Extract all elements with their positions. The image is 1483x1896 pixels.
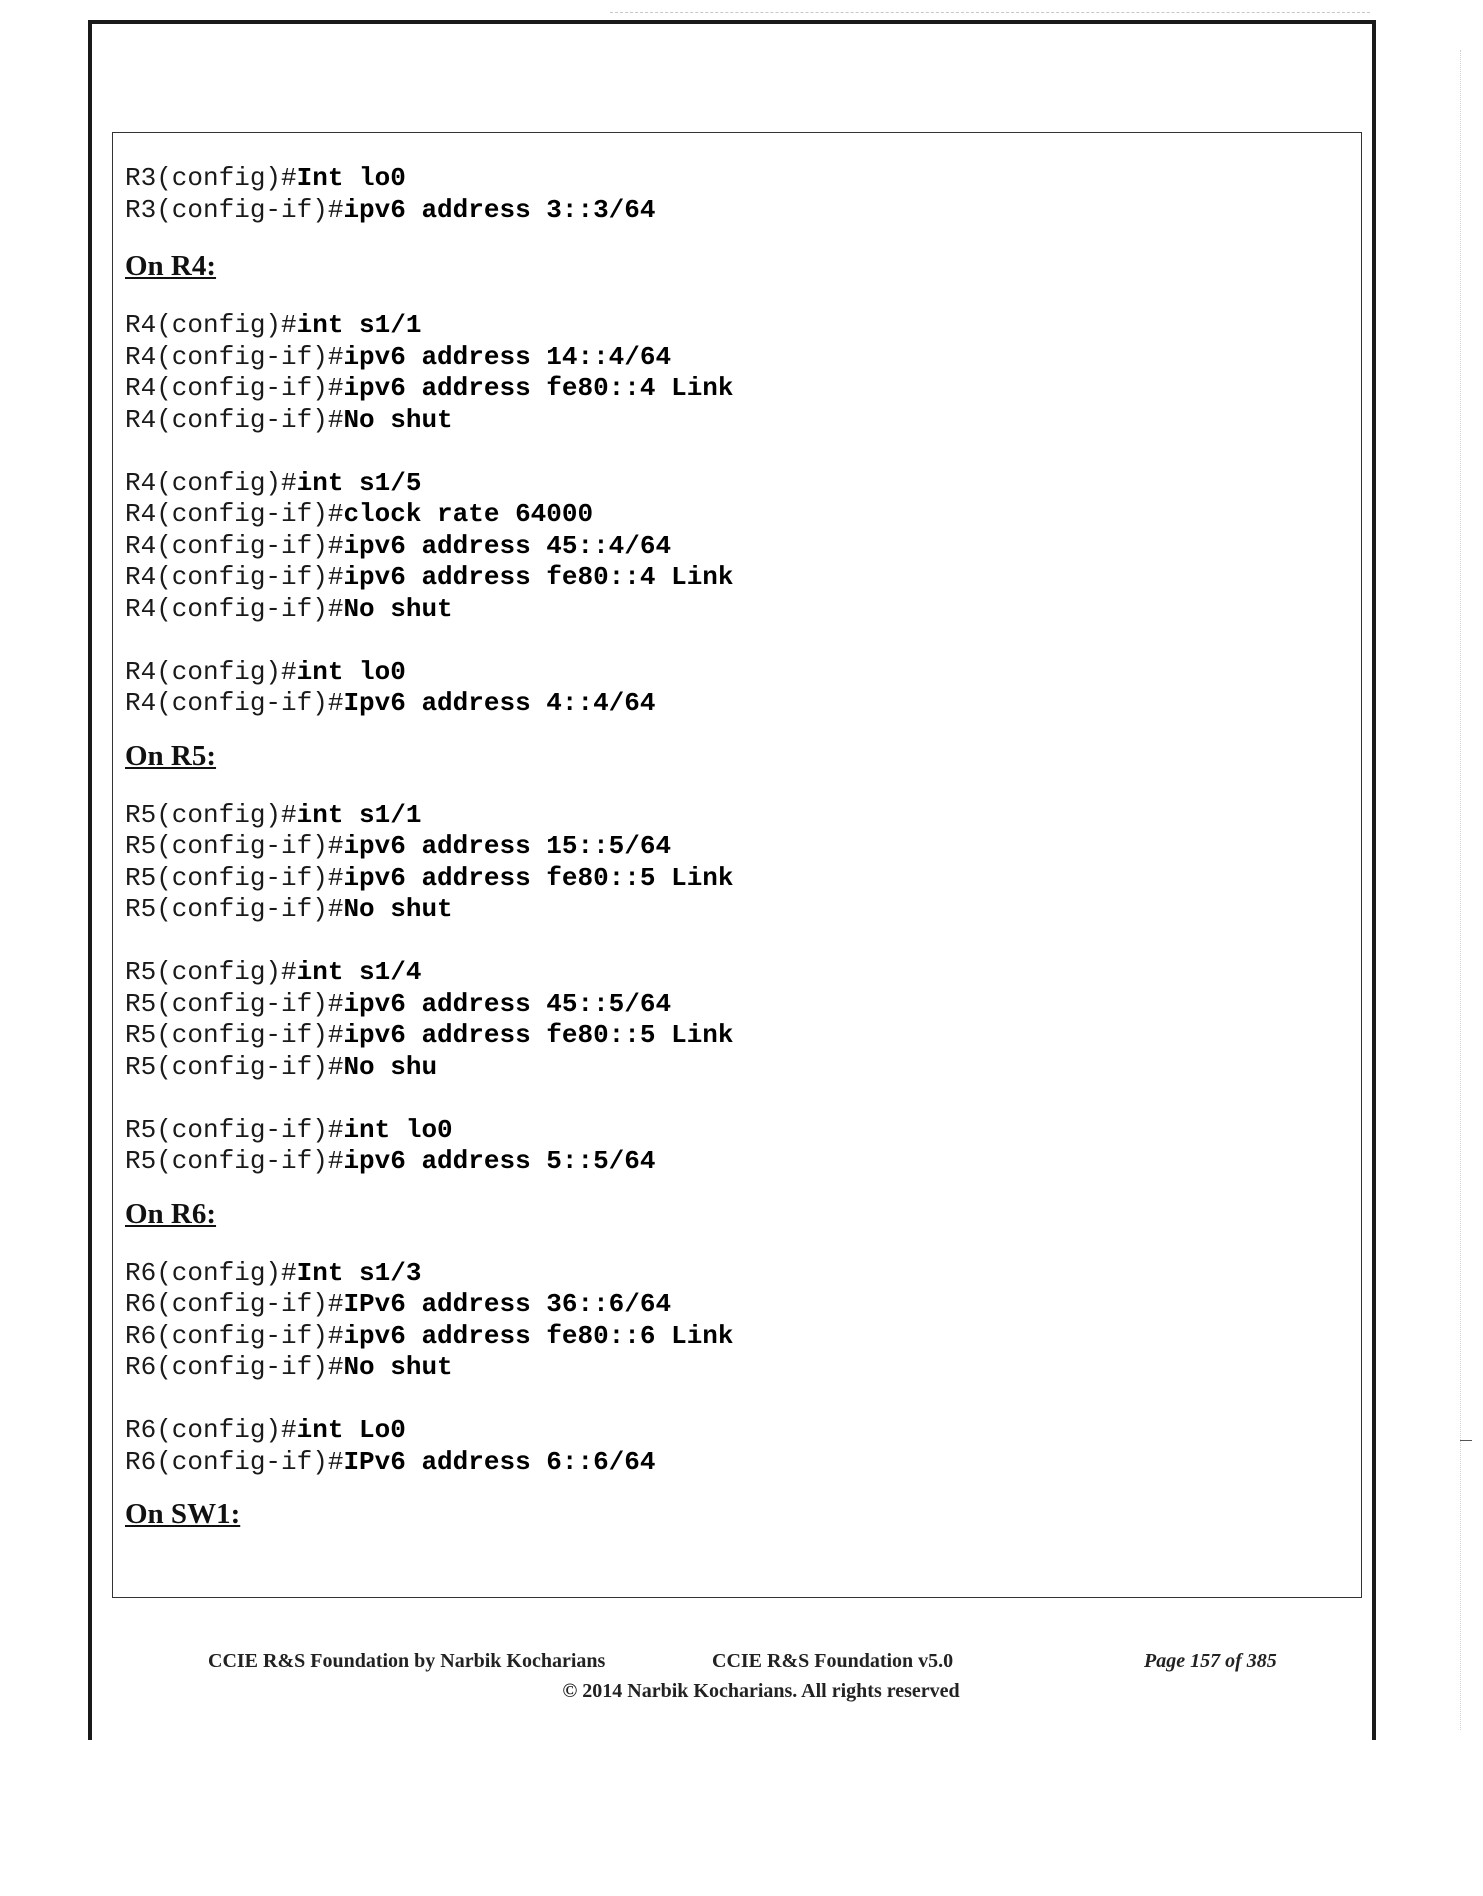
config-line — [125, 800, 1361, 832]
cli-command: int s1/4 — [296, 957, 422, 987]
cli-command: ipv6 address 15::5/64 — [343, 831, 672, 861]
config-line — [125, 1146, 1361, 1178]
blank-line — [125, 1083, 1361, 1115]
cli-command: ipv6 address fe80::6 Link — [343, 1320, 734, 1351]
cli-prompt: R5(config-if)# — [125, 1051, 344, 1082]
cli-prompt: R5(config-if)# — [125, 1114, 344, 1145]
config-line — [125, 894, 1361, 926]
config-section — [125, 163, 1361, 226]
config-line — [125, 1115, 1361, 1147]
cli-command: No shut — [343, 593, 453, 624]
cli-prompt: R3(config)# — [125, 163, 297, 193]
config-line — [125, 531, 1361, 563]
cli-command: int s1/1 — [296, 799, 422, 830]
config-line — [125, 405, 1361, 437]
cli-command: IPv6 address 6::6/64 — [343, 1446, 656, 1477]
config-line — [125, 1415, 1361, 1447]
config-line — [125, 310, 1361, 342]
scan-artifact-top-line — [610, 12, 1370, 14]
config-content-box — [112, 132, 1362, 1598]
cli-command: Ipv6 address 4::4/64 — [343, 688, 656, 718]
footer-page-number: Page 157 of 385 — [1144, 1650, 1277, 1672]
section-heading: On R5: — [125, 739, 217, 772]
cli-prompt: R4(config-if)# — [125, 373, 344, 403]
cli-command: int s1/1 — [296, 310, 422, 340]
config-line — [125, 195, 1361, 227]
cli-command: ipv6 address fe80::4 Link — [343, 562, 734, 592]
config-line — [125, 1289, 1361, 1321]
config-line — [125, 863, 1361, 895]
section-heading: On SW1: — [125, 1498, 241, 1530]
scan-artifact-right-line — [1460, 50, 1462, 1730]
scan-artifact-right-tick — [1460, 1440, 1472, 1441]
cli-prompt: R6(config-if)# — [125, 1352, 344, 1382]
config-line — [125, 1052, 1361, 1084]
config-line — [125, 688, 1361, 720]
footer-version: CCIE R&S Foundation v5.0 — [712, 1650, 954, 1672]
cli-prompt: R4(config-if)# — [125, 593, 344, 624]
cli-command: No shut — [343, 1352, 453, 1382]
config-line — [125, 373, 1361, 405]
cli-prompt: R5(config-if)# — [125, 894, 344, 924]
cli-command: ipv6 address fe80::4 Link — [343, 373, 734, 403]
config-line — [125, 657, 1361, 689]
cli-prompt: R5(config-if)# — [125, 988, 344, 1019]
page-footer — [112, 1650, 1362, 1703]
cli-command: ipv6 address 45::4/64 — [343, 530, 672, 561]
cli-prompt: R6(config-if)# — [125, 1320, 344, 1351]
config-section — [125, 736, 1361, 1178]
config-line — [125, 594, 1361, 626]
cli-prompt: R5(config)# — [125, 799, 297, 830]
blank-line — [125, 625, 1361, 657]
cli-prompt: R3(config-if)# — [125, 194, 344, 225]
cli-command: ipv6 address fe80::5 Link — [343, 1020, 734, 1050]
blank-line — [125, 436, 1361, 468]
cli-prompt: R6(config-if)# — [125, 1446, 344, 1477]
config-line — [125, 163, 1361, 195]
config-line — [125, 562, 1361, 594]
cli-prompt: R4(config)# — [125, 467, 297, 498]
cli-command: int lo0 — [296, 656, 406, 687]
cli-prompt: R4(config-if)# — [125, 688, 344, 718]
cli-prompt: R5(config)# — [125, 957, 297, 987]
cli-command: IPv6 address 36::6/64 — [343, 1289, 672, 1319]
cli-command: ipv6 address 45::5/64 — [343, 988, 672, 1019]
cli-prompt: R6(config-if)# — [125, 1289, 344, 1319]
cli-prompt: R5(config-if)# — [125, 1020, 344, 1050]
cli-command: clock rate 64000 — [343, 499, 594, 529]
cli-command: ipv6 address 14::4/64 — [343, 341, 672, 372]
config-line — [125, 1352, 1361, 1384]
cli-prompt: R6(config)# — [125, 1415, 297, 1445]
config-section — [125, 1194, 1361, 1479]
cli-prompt: R4(config-if)# — [125, 341, 344, 372]
config-line — [125, 1258, 1361, 1290]
cli-prompt: R5(config-if)# — [125, 831, 344, 861]
config-section — [125, 246, 1361, 720]
cli-command: int lo0 — [343, 1114, 453, 1145]
cli-prompt: R4(config-if)# — [125, 530, 344, 561]
section-heading: On R4: — [125, 250, 217, 282]
cli-prompt: R5(config-if)# — [125, 862, 344, 893]
config-line — [125, 1020, 1361, 1052]
footer-copyright: © 2014 Narbik Kocharians. All rights reserved — [562, 1680, 960, 1702]
cli-command: No shut — [343, 404, 453, 435]
config-line — [125, 468, 1361, 500]
cli-command: Int s1/3 — [296, 1257, 422, 1288]
config-line — [125, 1321, 1361, 1353]
cli-command: ipv6 address fe80::5 Link — [343, 862, 734, 893]
config-line — [125, 1447, 1361, 1479]
cli-prompt: R4(config)# — [125, 310, 297, 340]
cli-command: int Lo0 — [296, 1415, 406, 1445]
cli-prompt: R4(config-if)# — [125, 562, 344, 592]
cli-prompt: R4(config)# — [125, 656, 297, 687]
config-line — [125, 831, 1361, 863]
footer-book-title: CCIE R&S Foundation by Narbik Kocharians — [208, 1650, 606, 1672]
section-heading: On R6: — [125, 1197, 217, 1230]
cli-prompt: R4(config-if)# — [125, 499, 344, 529]
config-section — [125, 1494, 1361, 1534]
blank-line — [125, 1384, 1361, 1416]
cli-command: No shu — [343, 1051, 438, 1082]
config-line — [125, 957, 1361, 989]
config-line — [125, 342, 1361, 374]
footer-row — [112, 1650, 1362, 1678]
cli-prompt: R6(config)# — [125, 1257, 297, 1288]
cli-prompt: R4(config-if)# — [125, 404, 344, 435]
cli-prompt: R5(config-if)# — [125, 1146, 344, 1176]
cli-command: Int lo0 — [296, 163, 406, 193]
cli-command: ipv6 address 5::5/64 — [343, 1146, 656, 1176]
config-line — [125, 499, 1361, 531]
config-line — [125, 989, 1361, 1021]
cli-command: ipv6 address 3::3/64 — [343, 194, 656, 225]
cli-command: int s1/5 — [296, 467, 422, 498]
cli-command: No shut — [343, 894, 453, 924]
blank-line — [125, 926, 1361, 958]
